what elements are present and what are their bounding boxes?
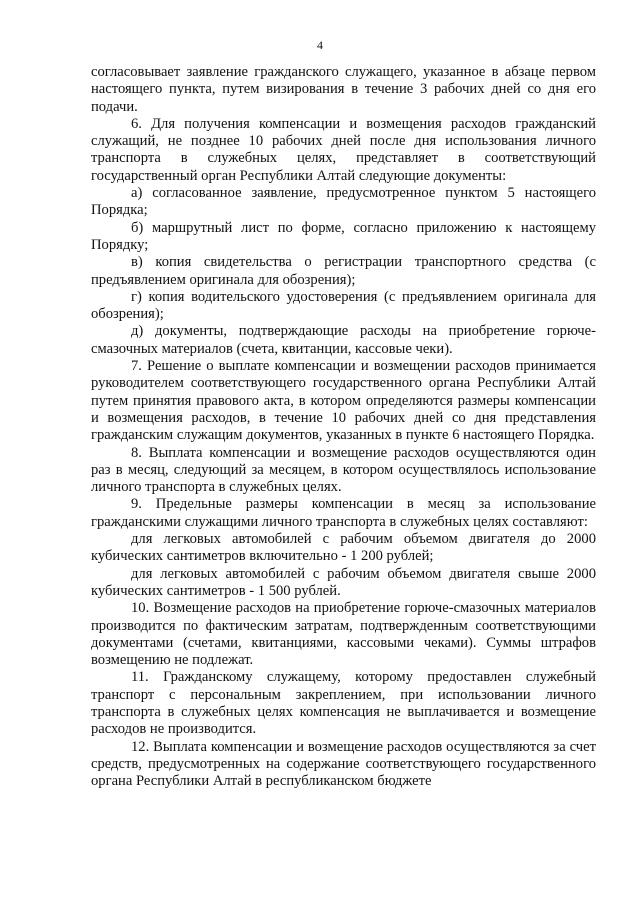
paragraph: 8. Выплата компенсации и возмещение расходов осуществляются один раз в месяц, следующий за месяцем, в котором осуществлялось использование личного транспорта в служебных целях. (91, 444, 596, 496)
paragraph: 6. Для получения компенсации и возмещения расходов гражданский служащий, не позднее 10 рабочих дней после дня использования личного транспорта в служебных целях, представляет в соответствующий государственный орган Республики Алтай следующие документы: (91, 115, 596, 184)
paragraph: а) согласованное заявление, предусмотренное пунктом 5 настоящего Порядка; (91, 185, 596, 219)
paragraph: для легковых автомобилей с рабочим объемом двигателя свыше 2000 кубических сантиметров - 1 500 рублей. (91, 565, 596, 599)
paragraph: 9. Предельные размеры компенсации в месяц за использование гражданскими служащими личного транспорта в служебных целях составляют: (91, 496, 596, 530)
paragraph: 7. Решение о выплате компенсации и возмещении расходов принимается руководителем соответствующего государственного органа Республики Алтай путем принятия правового акта, в котором определяются размеры компенсации и возмещения расходов, в течение 10 рабочих дней со дня представления гражданским служащим документов, указанных в пункте 6 настоящего Порядка. (91, 358, 596, 444)
page-number: 4 (317, 38, 323, 52)
paragraph: 12. Выплата компенсации и возмещение расходов осуществляются за счет средств, предусмотренных на содержание соответствующего государственного органа Республики Алтай в республиканском бюджете (91, 738, 596, 790)
paragraph: в) копия свидетельства о регистрации транспортного средства (с предъявлением оригинала для обозрения); (91, 254, 596, 288)
paragraph: 10. Возмещение расходов на приобретение горюче-смазочных материалов производится по фактическим затратам, подтвержденным соответствующими документами (счетами, квитанциями, кассовыми чеками). Суммы штрафов возмещению не подлежат. (91, 600, 596, 669)
paragraph: д) документы, подтверждающие расходы на приобретение горюче-смазочных материалов (счета, квитанции, кассовые чеки). (91, 323, 596, 357)
paragraph: б) маршрутный лист по форме, согласно приложению к настоящему Порядку; (91, 219, 596, 253)
paragraph: г) копия водительского удостоверения (с предъявлением оригинала для обозрения); (91, 288, 596, 323)
document-body (91, 64, 596, 790)
paragraph: 11. Гражданскому служащему, которому предоставлен служебный транспорт с персональным закреплением, при использовании личного транспорта в служебных целях компенсация не выплачивается и возмещение расходов не производится. (91, 669, 596, 738)
paragraph: согласовывает заявление гражданского служащего, указанное в абзаце первом настоящего пункта, путем визирования в течение 3 рабочих дней со дня его подачи. (91, 64, 596, 115)
paragraph: для легковых автомобилей с рабочим объемом двигателя до 2000 кубических сантиметров включительно - 1 200 рублей; (91, 531, 596, 565)
